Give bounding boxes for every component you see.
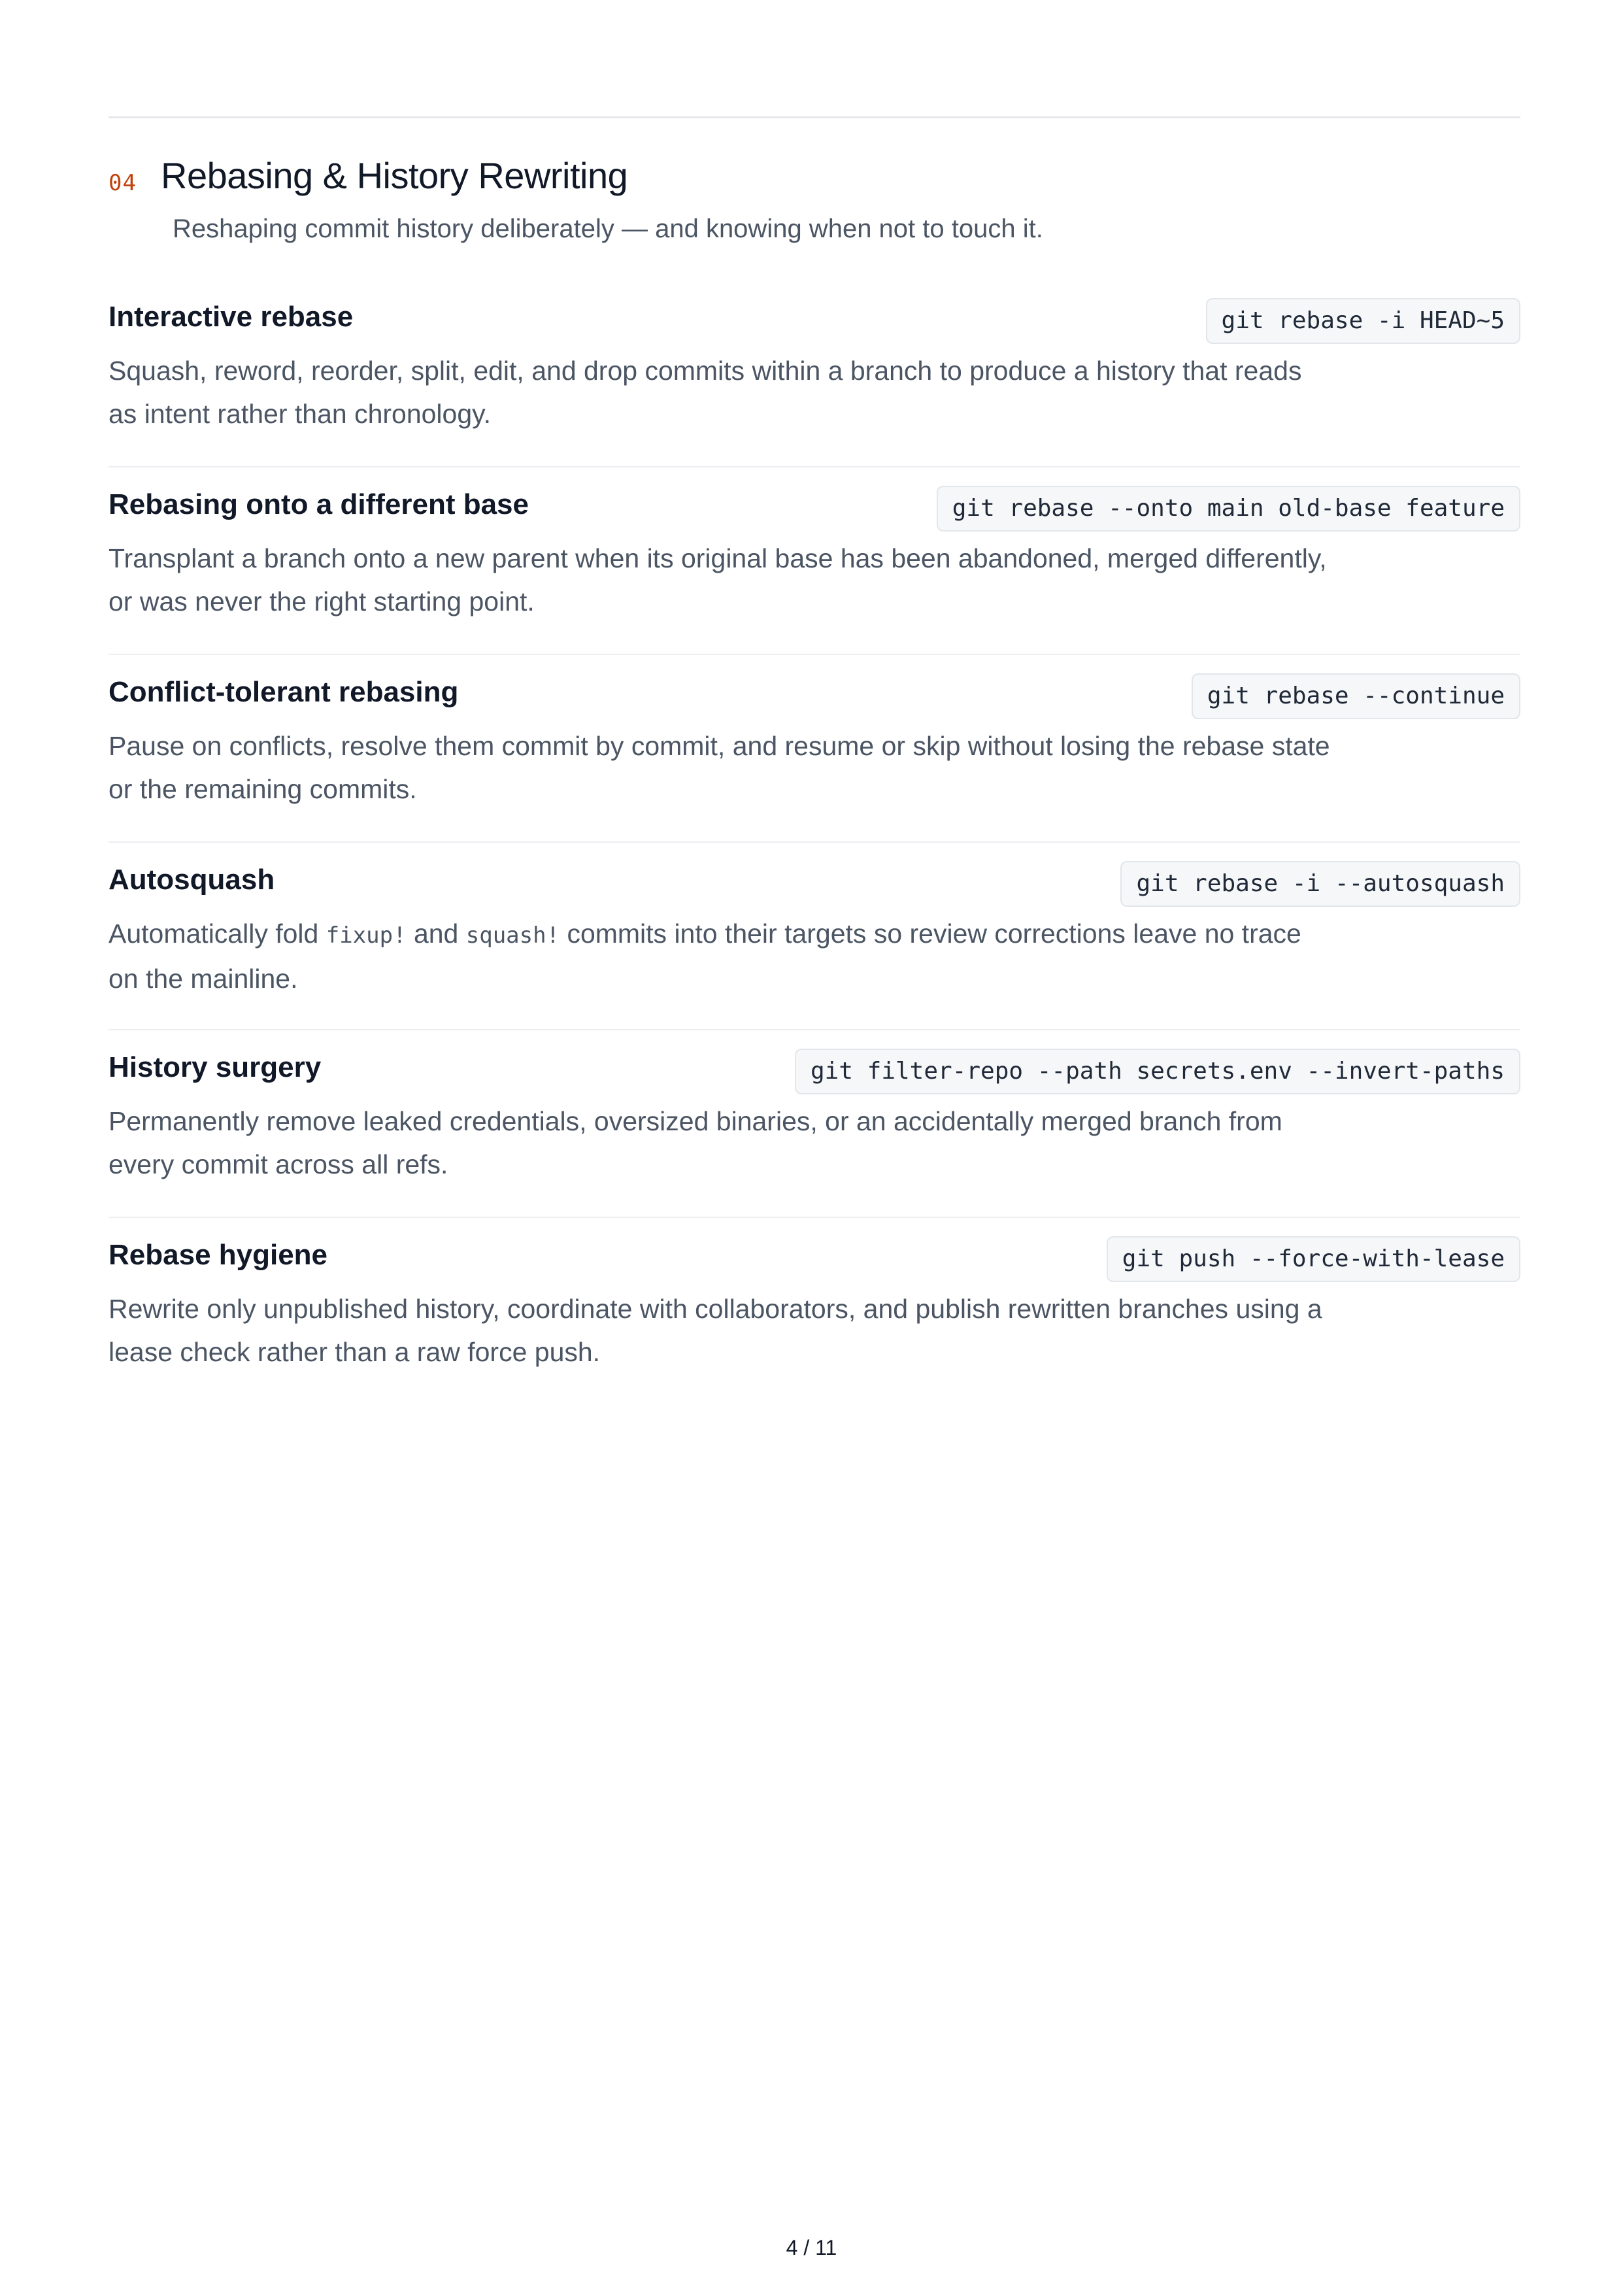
- topic-item-interactive-rebase: [109, 293, 1520, 481]
- topic-description: Pause on conflicts, resolve them commit by commit, and resume or skip without losing the rebase state or the remaining commits.: [109, 731, 1330, 804]
- command-snippet: git rebase -i HEAD~5: [1206, 298, 1520, 344]
- topic-item-history-surgery: [109, 1043, 1520, 1231]
- description-text: Automatically fold: [109, 919, 326, 949]
- topic-title: History surgery: [109, 1051, 322, 1083]
- page-number: 4 / 11: [786, 2236, 837, 2259]
- topic-list: [109, 293, 1520, 1419]
- command-snippet: git rebase --continue: [1192, 673, 1520, 719]
- topic-description: [109, 912, 1331, 1000]
- topic-description: Squash, reword, reorder, split, edit, and drop commits within a branch to produce a history that reads as intent rather than chronology.: [109, 356, 1302, 429]
- topic-description: Permanently remove leaked credentials, oversized binaries, or an accidentally merged branch from every commit across all refs.: [109, 1106, 1282, 1179]
- topic-title: Conflict-tolerant rebasing: [109, 676, 459, 708]
- topic-description: Rewrite only unpublished history, coordinate with collaborators, and publish rewritten branches using a lease check rather than a raw force push.: [109, 1294, 1322, 1367]
- command-snippet: git filter-repo --path secrets.env --invert-paths: [795, 1049, 1520, 1094]
- topic-title: Rebasing onto a different base: [109, 488, 529, 520]
- top-divider: [109, 116, 1520, 118]
- topic-title: Interactive rebase: [109, 301, 354, 333]
- section-number: 04: [109, 170, 137, 196]
- topic-item-rebasing-onto-different-base: [109, 481, 1520, 668]
- command-snippet: git rebase --onto main old-base feature: [937, 486, 1520, 532]
- topic-item-conflict-tolerant-rebasing: [109, 668, 1520, 856]
- command-snippet: git rebase -i --autosquash: [1120, 861, 1520, 907]
- topic-item-autosquash: [109, 856, 1520, 1043]
- description-text: and: [406, 919, 466, 949]
- document-page: [109, 0, 1520, 2296]
- topic-title: Autosquash: [109, 864, 275, 896]
- description-text: commits into their targets so review corrections leave no trace on the mainline.: [109, 919, 1301, 994]
- topic-description: Transplant a branch onto a new parent when its original base has been abandoned, merged differently, or was never the right starting point.: [109, 543, 1327, 616]
- command-snippet: git push --force-with-lease: [1107, 1236, 1520, 1282]
- inline-code-squash: squash!: [465, 922, 560, 949]
- topic-title: Rebase hygiene: [109, 1239, 328, 1271]
- topic-item-rebase-hygiene: [109, 1231, 1520, 1419]
- inline-code-fixup: fixup!: [326, 922, 407, 949]
- section-title: Rebasing & History Rewriting: [161, 155, 628, 196]
- section-subtitle: Reshaping commit history deliberately — and knowing when not to touch it.: [173, 214, 1043, 243]
